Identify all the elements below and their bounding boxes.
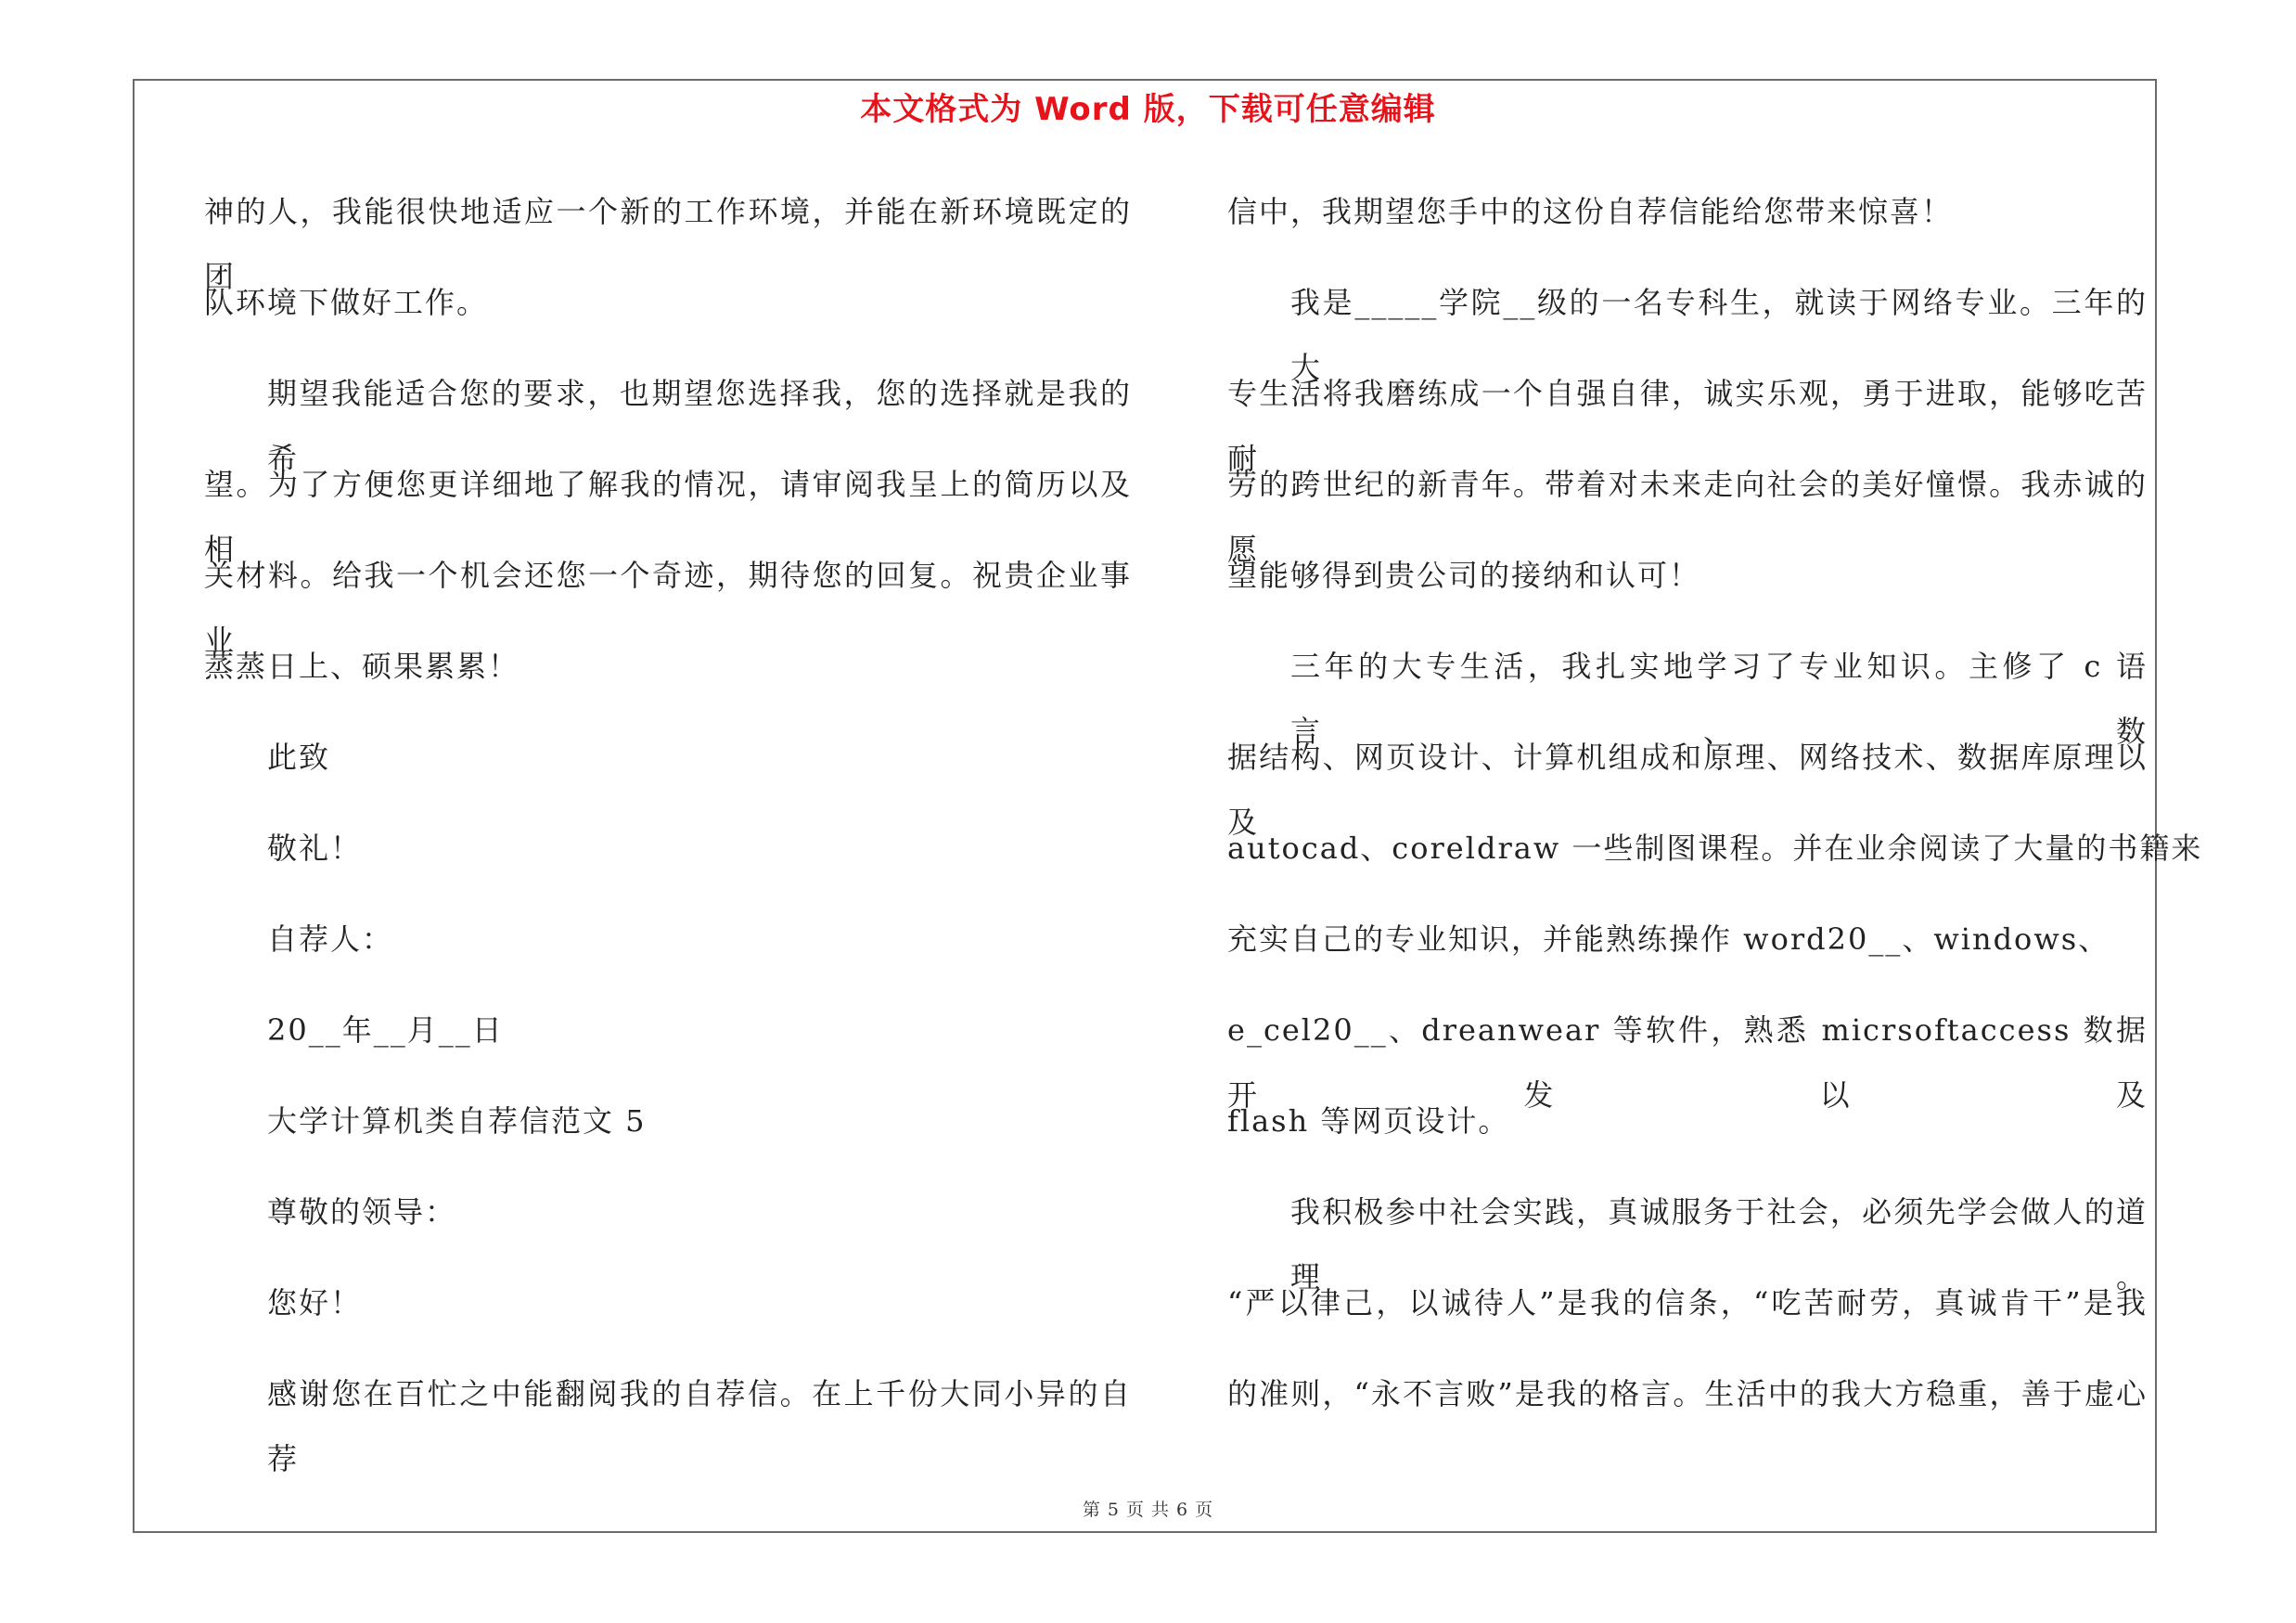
text-line: flash 等网页设计。 <box>1227 1103 1510 1139</box>
text-line: 的准则，“永不言败”是我的格言。生活中的我大方稳重，善于虚心 <box>1227 1376 2148 1411</box>
text-line: 据结构、网页设计、计算机组成和原理、网络技术、数据库原理以及 <box>1227 740 2148 840</box>
text-line: 我是_____学院__级的一名专科生，就读于网络专业。三年的大 <box>1290 285 2148 385</box>
text-line: 充实自己的专业知识，并能熟练操作 word20__、windows、 <box>1227 921 2110 957</box>
text-line: 队环境下做好工作。 <box>204 285 489 320</box>
text-line: 敬礼！ <box>267 831 363 866</box>
text-line: e_cel20__、dreanwear 等软件，熟悉 micrsoftaccess 数据开发以及 <box>1227 1012 2148 1113</box>
format-notice-banner: 本文格式为 Word 版，下载可任意编辑 <box>860 91 1436 128</box>
text-line: 我积极参中社会实践，真诚服务于社会，必须先学会做人的道理。 <box>1290 1194 2148 1295</box>
text-line: 蒸蒸日上、硕果累累！ <box>204 649 520 684</box>
text-line: 您好！ <box>267 1285 363 1320</box>
right-text-column <box>1227 179 2203 1452</box>
text-line: 劳的跨世纪的新青年。带着对未来走向社会的美好憧憬。我赤诚的愿 <box>1227 467 2148 567</box>
text-line: “严以律己，以诚待人”是我的信条，“吃苦耐劳，真诚肯干”是我 <box>1227 1285 2148 1320</box>
text-line: 信中，我期望您手中的这份自荐信能给您带来惊喜！ <box>1227 194 1954 229</box>
text-line: 大学计算机类自荐信范文 5 <box>267 1103 647 1139</box>
text-line: 20__年__月__日 <box>267 1012 504 1048</box>
text-line: 专生活将我磨练成一个自强自律，诚实乐观，勇于进取，能够吃苦耐 <box>1227 376 2148 476</box>
text-line: 望。为了方便您更详细地了解我的情况，请审阅我呈上的简历以及相 <box>204 467 1132 567</box>
text-line: 尊敬的领导： <box>267 1194 457 1230</box>
text-line: 此致 <box>267 740 331 775</box>
text-line: 感谢您在百忙之中能翻阅我的自荐信。在上千份大同小异的自荐 <box>267 1376 1132 1476</box>
left-text-column <box>204 179 1132 1476</box>
text-line: 关材料。给我一个机会还您一个奇迹，期待您的回复。祝贵企业事业 <box>204 558 1132 658</box>
text-line: autocad、coreldraw 一些制图课程。并在业余阅读了大量的书籍来 <box>1227 831 2203 866</box>
text-line: 自荐人： <box>267 921 394 957</box>
text-line: 望能够得到贵公司的接纳和认可！ <box>1227 558 1701 593</box>
page-number-footer: 第 5 页 共 6 页 <box>1082 1500 1214 1520</box>
text-line: 期望我能适合您的要求，也期望您选择我，您的选择就是我的希 <box>267 376 1132 476</box>
text-line: 三年的大专生活，我扎实地学习了专业知识。主修了 c 语言、数 <box>1290 649 2148 749</box>
text-line: 神的人，我能很快地适应一个新的工作环境，并能在新环境既定的团 <box>204 194 1132 294</box>
